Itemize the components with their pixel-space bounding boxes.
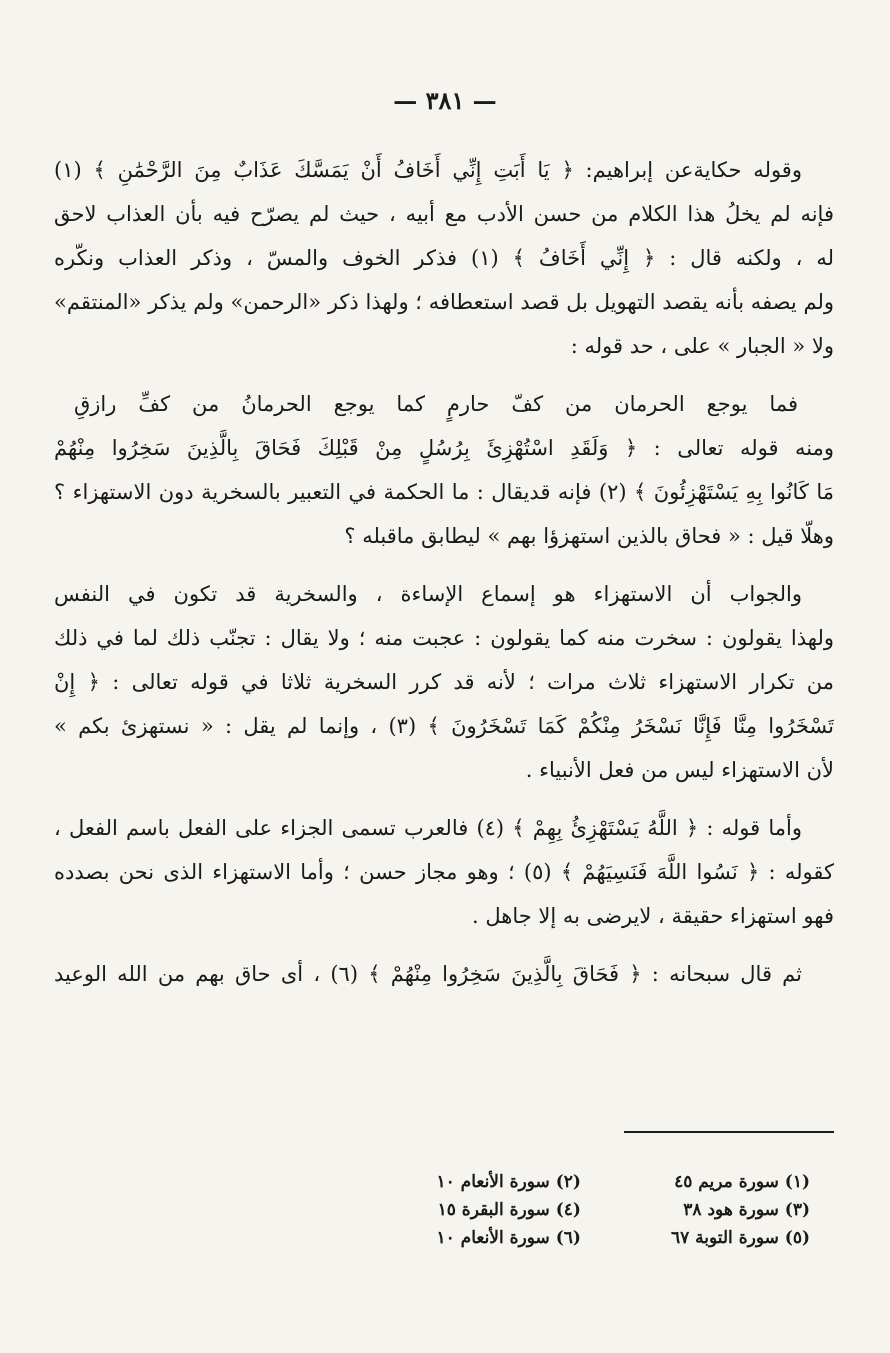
- text-line: ومنه قوله تعالى : ﴿ وَلَقَدِ اسْتُهْزِئَ بِرُسُلٍ مِنْ قَبْلِكَ فَحَاقَ بِالَّذِينَ سَخِرُوا مِنْهُمْ: [54, 436, 834, 460]
- text-line: والجواب أن الاستهزاء هو إسماع الإساءة ، والسخرية قد تكون في النفس: [54, 582, 802, 606]
- body-text: [54, 148, 834, 996]
- text-line: ولا « الجبار » على ، حد قوله :: [570, 334, 834, 358]
- paragraph: [54, 426, 834, 558]
- verse-line: فما يوجع الحرمان من كفّ حارمٍ كما يوجع الحرمانُ من كفِّ رازقِ: [74, 392, 798, 416]
- text-line: وهلّا قيل : « فحاق بالذين استهزؤا بهم » ليطابق ماقبله ؟: [344, 524, 834, 548]
- text-line: ولم يصفه بأنه يقصد التهويل بل قصد استعطافه ؛ ولهذا ذكر «الرحمن» ولم يذكر «المنتقم»: [54, 290, 834, 314]
- footnote: (٣) سورة هود ٣٨: [683, 1200, 810, 1220]
- paragraph: [54, 148, 834, 368]
- text-line: ثم قال سبحانه : ﴿ فَحَاقَ بِالَّذِينَ سَخِرُوا مِنْهُمْ ﴾ (٦) ، أى حاق بهم من الله الوعيد: [54, 962, 803, 986]
- text-line: له ، ولكنه قال : ﴿ إِنِّي أَخَافُ ﴾ (١) فذكر الخوف والمسّ ، وذكر العذاب ونكّره: [54, 246, 834, 270]
- text-line: من تكرار الاستهزاء ثلاث مرات ؛ لأنه قد كرر السخرية ثلاثا في قوله تعالى : ﴿ إِنْ: [54, 670, 834, 694]
- paragraph: [54, 952, 834, 996]
- text-line: فهو استهزاء حقيقة ، لايرضى به إلا جاهل .: [471, 904, 834, 928]
- footnotes-left-column: [436, 1168, 580, 1252]
- text-line: فإنه لم يخلُ هذا الكلام من حسن الأدب مع أبيه ، حيث لم يصرّح فيه بأن العذاب لاحق: [54, 202, 834, 226]
- footnote: (٤) سورة البقرة ١٥: [437, 1200, 581, 1220]
- text-line: كقوله : ﴿ نَسُوا اللَّهَ فَنَسِيَهُمْ ﴾ (٥) ؛ وهو مجاز حسن ؛ وأما الاستهزاء الذى نحن بصدده: [54, 860, 834, 884]
- text-line: وأما قوله : ﴿ اللَّهُ يَسْتَهْزِئُ بِهِمْ ﴾ (٤) فالعرب تسمى الجزاء على الفعل باسم الفعل ،: [54, 816, 802, 840]
- poetry-verse: [54, 382, 834, 426]
- page-number: — ٣٨١ —: [393, 86, 497, 115]
- text-line: مَا كَانُوا بِهِ يَسْتَهْزِئُونَ ﴾ (٢) فإنه قديقال : ما الحكمة في التعبير بالسخرية دون الاستهزاء ؟: [54, 480, 834, 504]
- footnote: (٢) سورة الأنعام ١٠: [436, 1172, 581, 1192]
- text-line: وقوله حكايةعن إبراهيم: ﴿ يَا أَبَتِ إِنِّي أَخَافُ أَنْ يَمَسَّكَ عَذَابٌ مِنَ الرَّحْمَٰنِ ﴾ (١): [54, 158, 802, 182]
- text-line: تَسْخَرُوا مِنَّا فَإِنَّا نَسْخَرُ مِنْكُمْ كَمَا تَسْخَرُونَ ﴾ (٣) ، وإنما لم يقل : « نستهزئ بكم »: [54, 714, 834, 738]
- footnote-divider: [624, 1131, 834, 1133]
- footnotes-right-column: [671, 1168, 810, 1252]
- paragraph: [54, 572, 834, 792]
- text-line: ولهذا يقولون : سخرت منه كما يقولون : عجبت منه ؛ ولا يقال : تجنّب ذلك لما في ذلك: [54, 626, 834, 650]
- footnotes: [250, 1168, 810, 1252]
- footnote: (١) سورة مريم ٤٥: [674, 1172, 810, 1192]
- footnote: (٦) سورة الأنعام ١٠: [436, 1228, 581, 1248]
- footnote: (٥) سورة التوبة ٦٧: [670, 1228, 810, 1248]
- text-line: لأن الاستهزاء ليس من فعل الأنبياء .: [525, 758, 834, 782]
- paragraph: [54, 806, 834, 938]
